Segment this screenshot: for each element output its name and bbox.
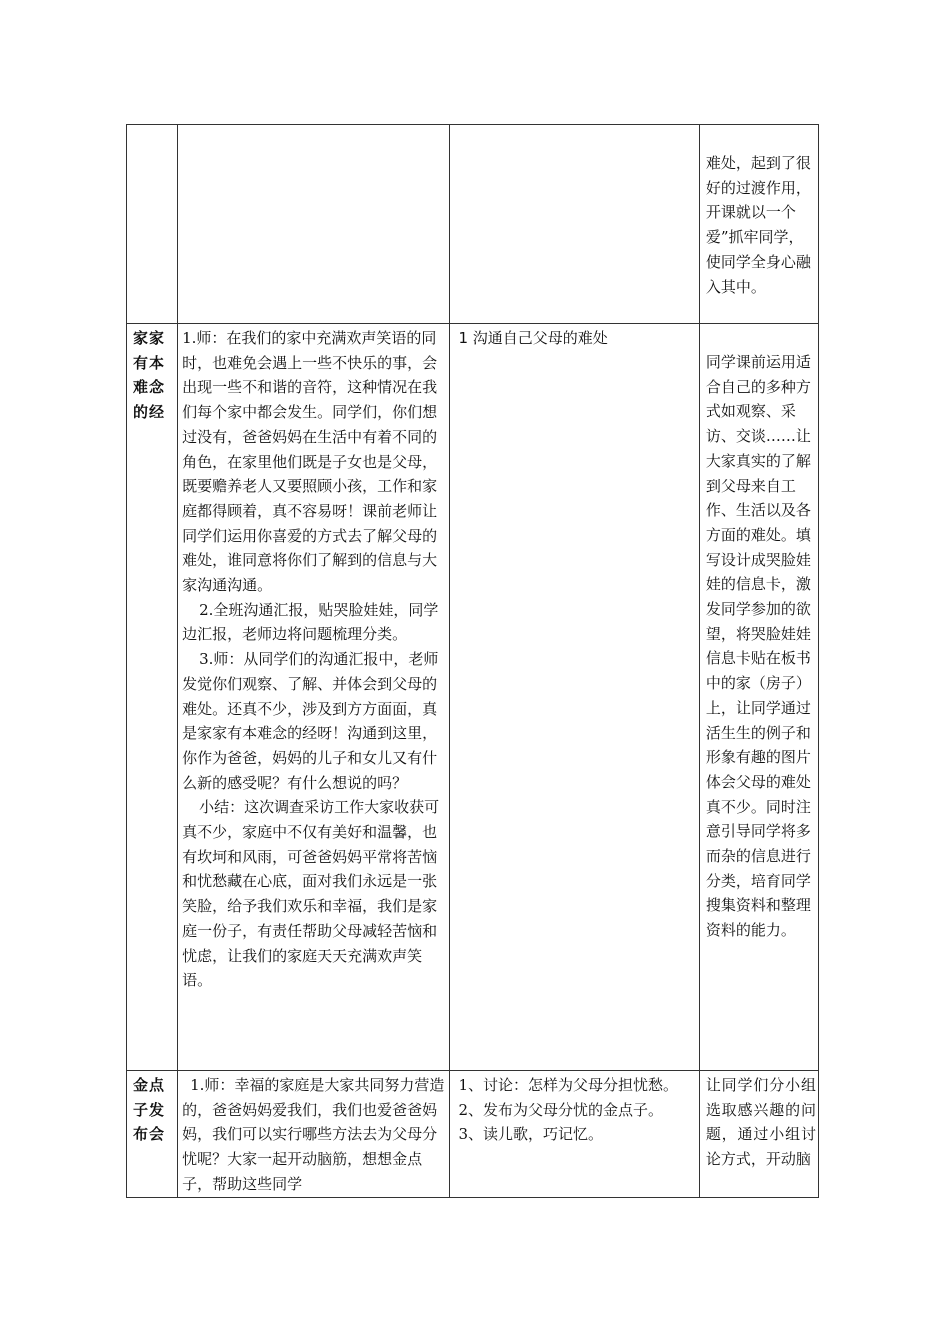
notes-cell: [699, 125, 818, 324]
lesson-plan-table: [126, 124, 819, 1198]
activity-cell: [450, 324, 699, 1071]
activity-item: 2、发布为父母分忧的金点子。: [458, 1100, 663, 1119]
section-cell: [127, 125, 178, 324]
design-notes-text: 难处，起到了很好的过渡作用，开课就以一个爱”抓牢同学，使同学全身心融入其中。: [705, 154, 811, 296]
process-cell: [178, 1071, 450, 1198]
section-title: 金点子发布会: [127, 1071, 178, 1198]
process-cell: [178, 125, 450, 324]
activity-item: 1、讨论：怎样为父母分担忧愁。: [458, 1076, 678, 1094]
table-row: [127, 1071, 819, 1198]
process-paragraph: 3.师：从同学们的沟通汇报中，老师发觉你们观察、了解、并体会到父母的难处。还真不少，涉及到方方面面，真是家家有本难念的经呀！沟通到这里，你作为爸爸，妈妈的儿子和女儿又有什么新的感受呢？有什么想说的吗？: [182, 650, 439, 792]
process-paragraph: 2.全班沟通汇报，贴哭脸娃娃，同学边汇报，老师边将问题梳理分类。: [182, 600, 439, 644]
design-notes-text: 让同学们分小组选取感兴趣的问题，通过小组讨论方式，开动脑: [705, 1076, 816, 1169]
activity-item: 1 沟通自己父母的难处: [458, 329, 608, 347]
activity-cell: [450, 1071, 699, 1198]
process-paragraph: 1.师：幸福的家庭是大家共同努力营造的，爸爸妈妈爱我们，我们也爱爸爸妈妈，我们可以实行哪些方法去为父母分忧呢？大家一起开动脑筋，想想金点子，帮助这些同学: [182, 1076, 445, 1193]
activity-item: 3、读儿歌，巧记忆。: [458, 1125, 603, 1144]
notes-cell: [699, 324, 818, 1071]
process-paragraph: 小结：这次调查采访工作大家收获可真不少，家庭中不仅有美好和温馨，也有坎坷和风雨，可爸爸妈妈平常将苦恼和忧愁藏在心底，面对我们永远是一张笑脸，给予我们欢乐和幸福，我们是家庭一份子，有责任帮助父母减轻苦恼和忧虑，让我们的家庭天天充满欢声笑语。: [182, 798, 440, 990]
design-notes-text: 同学课前运用适合自己的多种方式如观察、采访、交谈……让大家真实的了解到父母来自工作、生活以及各方面的难处。填写设计成哭脸娃娃的信息卡，激发同学参加的欲望，将哭脸娃娃信息卡贴在板书中的家（房子）上，让同学通过活生生的例子和形象有趣的图片体会父母的难处真不少。同时注意引导同学将多而杂的信息进行分类，培育同学搜集资料和整理资料的能力。: [705, 353, 811, 940]
activity-cell: [450, 125, 699, 324]
notes-cell: [699, 1071, 818, 1198]
section-title: 家家有本难念的经: [127, 324, 178, 1071]
table-row: [127, 125, 819, 324]
process-paragraph: 1.师：在我们的家中充满欢声笑语的同时，也难免会遇上一些不快乐的事，会出现一些不和谐的音符，这种情况在我们每个家中都会发生。同学们，你们想过没有，爸爸妈妈在生活中有着不同的角色，在家里他们既是子女也是父母，既要赡养老人又要照顾小孩，工作和家庭都得顾着，真不容易呀！课前老师让同学们运用你喜爱的方式去了解父母的难处，谁同意将你们了解到的信息与大家沟通沟通。: [182, 329, 438, 595]
process-cell: [178, 324, 450, 1071]
table-row: [127, 324, 819, 1071]
